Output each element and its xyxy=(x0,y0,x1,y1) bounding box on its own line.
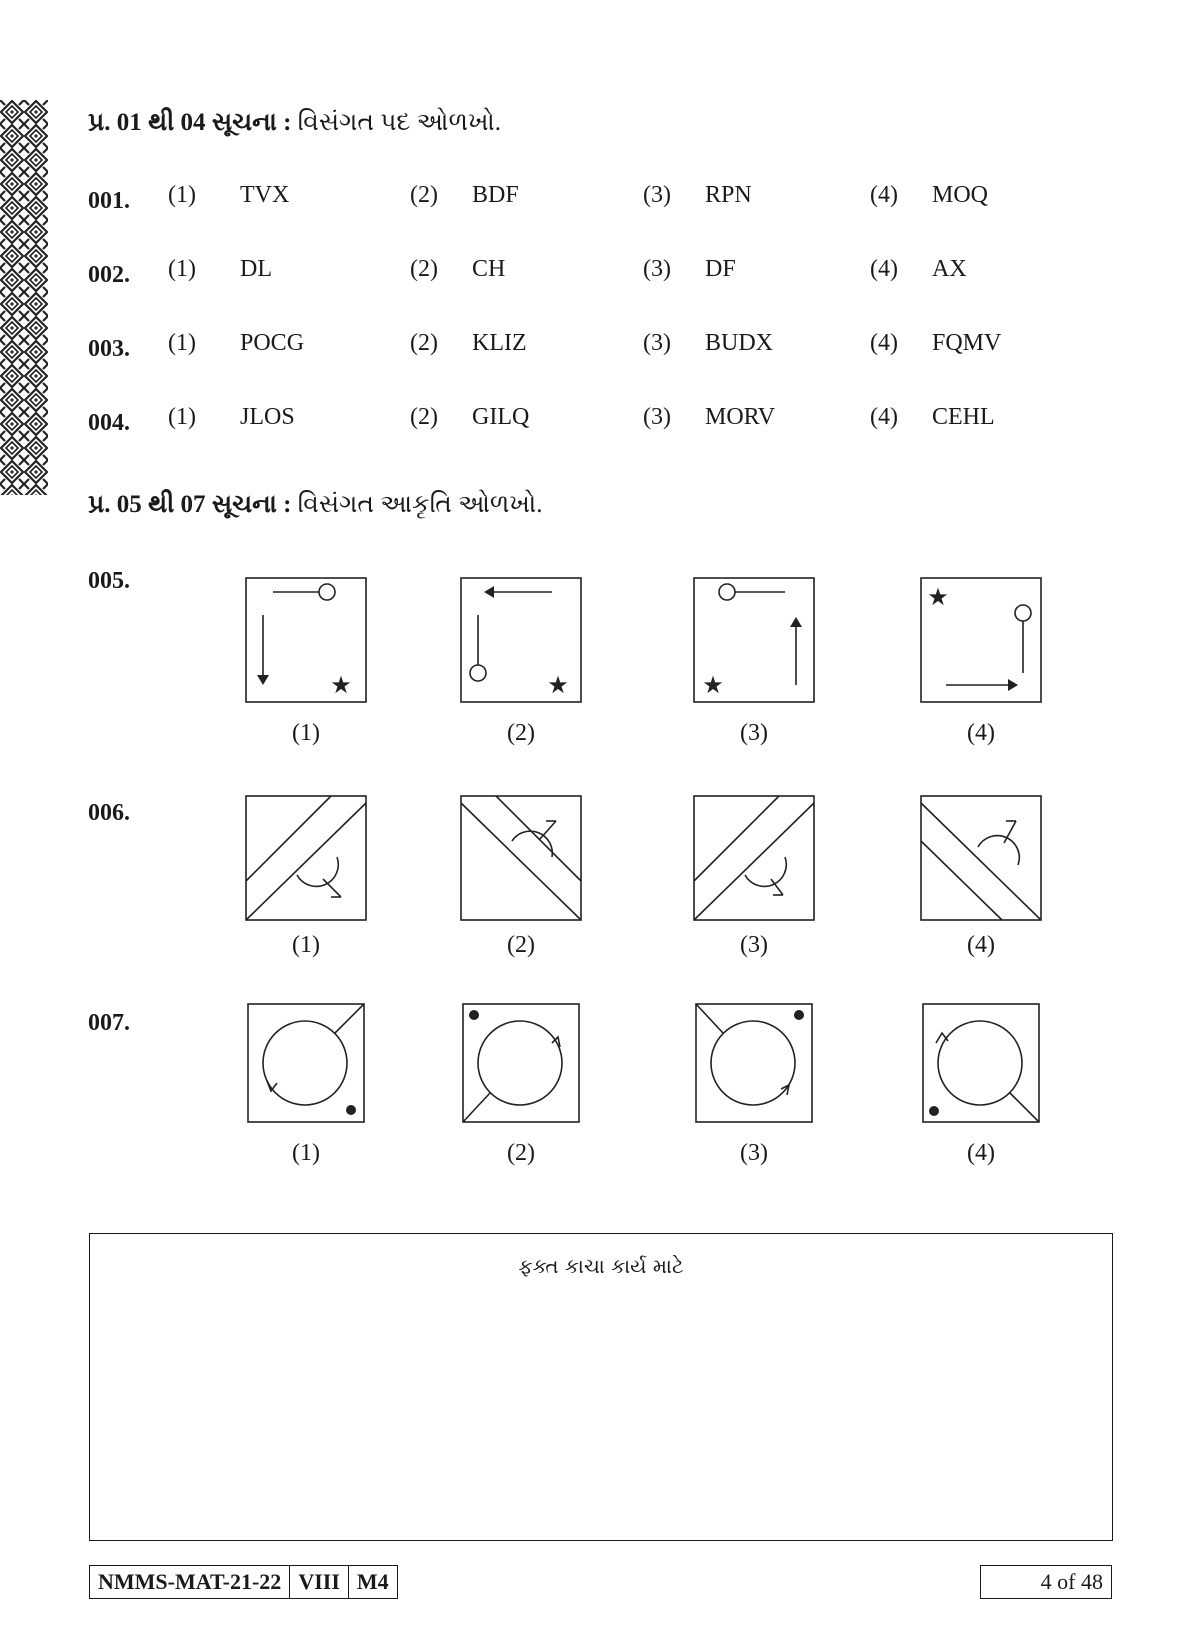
rough-work-box xyxy=(89,1233,1113,1541)
option-text: TVX xyxy=(240,182,290,208)
option-text: AX xyxy=(932,256,967,282)
option-number: (4) xyxy=(870,330,898,356)
question-number-007: 007. xyxy=(88,1010,130,1036)
section-2-heading xyxy=(88,492,542,517)
option-number: (4) xyxy=(870,182,898,208)
question-row-001 xyxy=(0,182,1200,216)
footer-page-number: 4 of 48 xyxy=(1040,1569,1103,1594)
figure-005-option-3 xyxy=(693,577,815,703)
option-text: CH xyxy=(472,256,506,282)
section-2-range: પ્ર. 05 થી 07 xyxy=(88,491,206,518)
question-number: 004. xyxy=(88,410,130,436)
figure-005-option-4 xyxy=(920,577,1042,703)
arrow-right-icon xyxy=(1008,679,1018,691)
figure-label: (3) xyxy=(740,1140,768,1166)
option-number: (3) xyxy=(643,404,671,430)
figure-005-option-2 xyxy=(460,577,582,703)
figure-label: (1) xyxy=(292,720,320,746)
star-icon: ★ xyxy=(927,583,949,611)
figure-label: (3) xyxy=(740,720,768,746)
arrow-up-icon xyxy=(790,617,802,627)
option-text: BDF xyxy=(472,182,519,208)
star-icon: ★ xyxy=(547,671,569,699)
option-number: (4) xyxy=(870,404,898,430)
star-icon: ★ xyxy=(330,671,352,699)
option-text: JLOS xyxy=(240,404,295,430)
option-number: (1) xyxy=(168,330,196,356)
option-text: KLIZ xyxy=(472,330,527,356)
option-number: (2) xyxy=(410,256,438,282)
option-number: (2) xyxy=(410,182,438,208)
option-text: FQMV xyxy=(932,330,1002,356)
figure-label: (3) xyxy=(740,932,768,958)
figure-007-option-1 xyxy=(247,1003,365,1123)
option-text: RPN xyxy=(705,182,752,208)
figure-label: (2) xyxy=(507,932,535,958)
option-text: GILQ xyxy=(472,404,530,430)
footer-paper-code: NMMS-MAT-21-22 xyxy=(98,1569,282,1594)
figure-006-option-1 xyxy=(245,795,367,921)
footer-set: M4 xyxy=(348,1566,397,1598)
figure-label: (1) xyxy=(292,1140,320,1166)
figure-006-option-4 xyxy=(920,795,1042,921)
question-number-005: 005. xyxy=(88,568,130,594)
option-number: (1) xyxy=(168,256,196,282)
option-text: CEHL xyxy=(932,404,995,430)
question-number: 002. xyxy=(88,262,130,288)
option-number: (4) xyxy=(870,256,898,282)
question-number-006: 006. xyxy=(88,800,130,826)
section-2-instruction: વિસંગત આકૃતિ ઓળખો. xyxy=(297,491,543,518)
arrow-left-icon xyxy=(484,586,494,598)
option-text: DF xyxy=(705,256,736,282)
footer-standard: VIII xyxy=(289,1566,348,1598)
section-1-heading xyxy=(88,110,501,135)
question-row-004 xyxy=(0,404,1200,438)
figure-005-option-1 xyxy=(245,577,367,703)
figure-label: (2) xyxy=(507,720,535,746)
figure-007-option-4 xyxy=(922,1003,1040,1123)
option-number: (2) xyxy=(410,404,438,430)
figure-label: (4) xyxy=(967,720,995,746)
option-number: (2) xyxy=(410,330,438,356)
question-row-002 xyxy=(0,256,1200,290)
question-number: 003. xyxy=(88,336,130,362)
option-text: POCG xyxy=(240,330,305,356)
figure-006-option-3 xyxy=(693,795,815,921)
section-1-range: પ્ર. 01 થી 04 xyxy=(88,109,206,136)
arrow-head-icon xyxy=(936,1033,948,1043)
option-number: (1) xyxy=(168,182,196,208)
option-text: BUDX xyxy=(705,330,774,356)
section-1-instruction: વિસંગત પદ ઓળખો. xyxy=(297,109,501,136)
figure-006-option-2 xyxy=(460,795,582,921)
question-number: 001. xyxy=(88,188,130,214)
section-1-label: સૂચના : xyxy=(211,109,292,136)
option-number: (3) xyxy=(643,256,671,282)
option-number: (3) xyxy=(643,182,671,208)
star-icon: ★ xyxy=(702,671,724,699)
option-number: (1) xyxy=(168,404,196,430)
option-text: MORV xyxy=(705,404,776,430)
figure-label: (2) xyxy=(507,1140,535,1166)
figure-label: (4) xyxy=(967,1140,995,1166)
figure-007-option-2 xyxy=(462,1003,580,1123)
option-number: (3) xyxy=(643,330,671,356)
section-2-label: સૂચના : xyxy=(211,491,292,518)
question-row-003 xyxy=(0,330,1200,364)
rough-work-title: ફક્ત કાચા કાર્ય માટે xyxy=(518,1254,684,1278)
option-text: MOQ xyxy=(932,182,989,208)
option-text: DL xyxy=(240,256,272,282)
figure-label: (1) xyxy=(292,932,320,958)
footer-page-box xyxy=(980,1565,1112,1599)
arrow-down-icon xyxy=(257,675,269,685)
figure-label: (4) xyxy=(967,932,995,958)
figure-007-option-3 xyxy=(695,1003,813,1123)
footer-paper-code-box xyxy=(89,1565,398,1599)
